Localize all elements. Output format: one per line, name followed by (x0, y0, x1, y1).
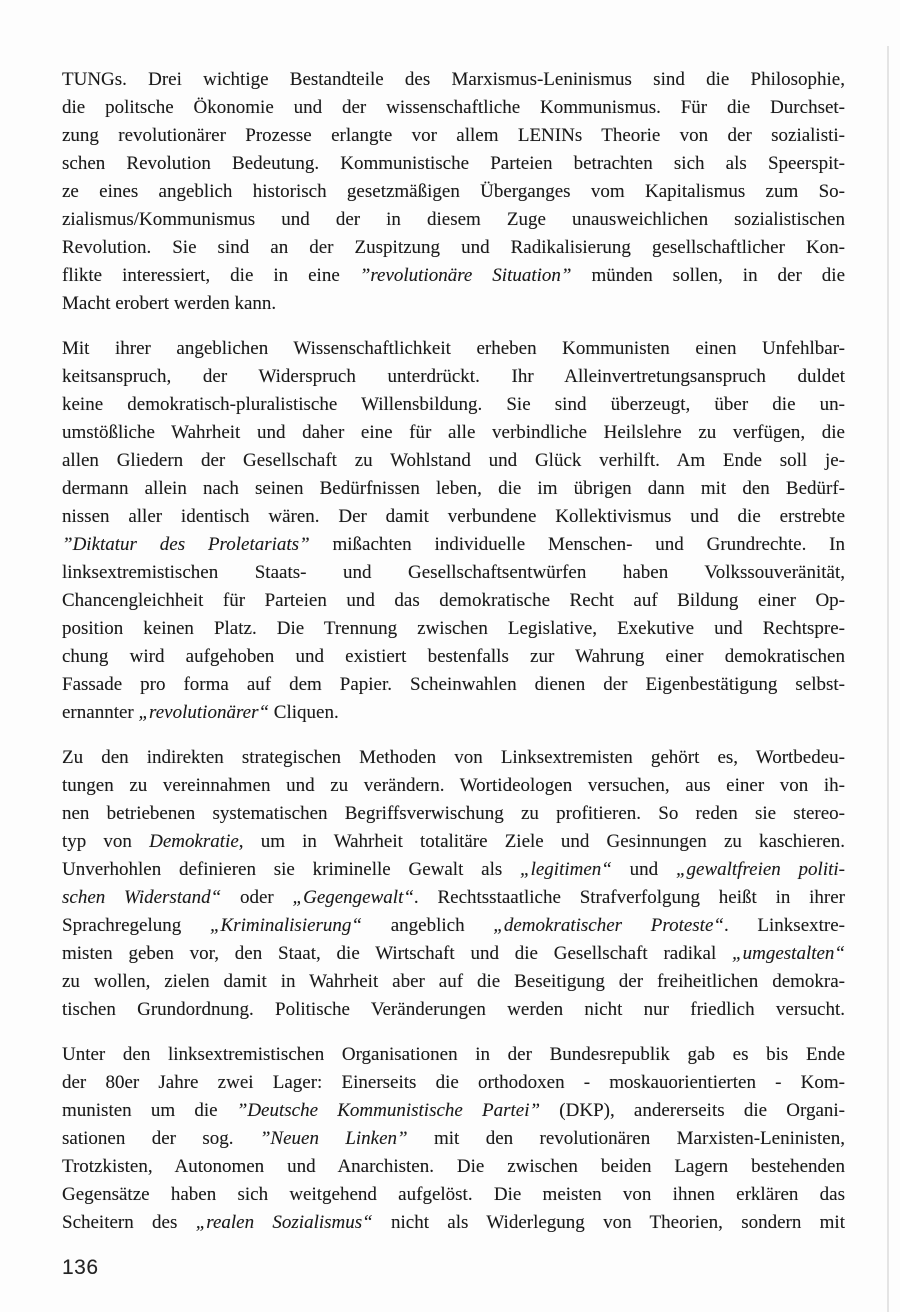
text-line: zialismus/Kommunismus und der in diesem Zuge unausweichlichen sozialistischen (62, 209, 845, 230)
text-line: der 80er Jahre zwei Lager: Einerseits die orthodoxen - moskauorientierten - Kom- (62, 1072, 845, 1093)
text-line: ernannter „revolutionärer“ Cliquen. (62, 702, 339, 723)
text-line: tischen Grundordnung. Politische Veränderungen werden nicht nur friedlich versucht. (62, 999, 845, 1020)
text-line: schen Revolution Bedeutung. Kommunistische Parteien betrachten sich als Speerspit- (62, 153, 845, 174)
text-line: sationen der sog. ”Neuen Linken” mit den revolutionären Marxisten-Leninisten, (62, 1128, 845, 1149)
text-line: nen betriebenen systematischen Begriffsverwischung zu profitieren. So reden sie stereo- (62, 803, 845, 824)
text-line: flikte interessiert, die in eine ”revolutionäre Situation” münden sollen, in der die (62, 265, 845, 286)
text-line: keitsanspruch, der Widerspruch unterdrückt. Ihr Alleinvertretungsanspruch duldet (62, 366, 845, 387)
text-line: Unter den linksextremistischen Organisationen in der Bundesrepublik gab es bis Ende (62, 1044, 845, 1065)
text-line: Mit ihrer angeblichen Wissenschaftlichkeit erheben Kommunisten einen Unfehlbar- (62, 338, 845, 359)
text-line: umstößliche Wahrheit und daher eine für alle verbindliche Heilslehre zu verfügen, die (62, 422, 845, 443)
text-line: tungen zu vereinnahmen und zu verändern. Wortideologen versuchen, aus einer von ih- (62, 775, 845, 796)
text-line: linksextremistischen Staats- und Gesellschaftsentwürfen haben Volkssouveränität, (62, 562, 845, 583)
text-line: position keinen Platz. Die Trennung zwischen Legislative, Exekutive und Rechtspre- (62, 618, 845, 639)
text-line: Sprachregelung „Kriminalisierung“ angeblich „demokratischer Proteste“. Linksextre- (62, 915, 845, 936)
text-line: Scheitern des „realen Sozialismus“ nicht als Widerlegung von Theorien, sondern mit (62, 1212, 845, 1233)
paragraph (62, 1041, 845, 1237)
text-line: dermann allein nach seinen Bedürfnissen leben, die im übrigen dann mit den Bedürf- (62, 478, 845, 499)
page-number: 136 (62, 1256, 99, 1279)
text-line: typ von Demokratie, um in Wahrheit totalitäre Ziele und Gesinnungen zu kaschieren. (62, 831, 846, 852)
text-line: zu wollen, zielen damit in Wahrheit aber auf die Beseitigung der freiheitlichen demokra- (62, 971, 845, 992)
text-line: munisten um die ”Deutsche Kommunistische Partei” (DKP), andererseits die Organi- (62, 1100, 845, 1121)
text-line: schen Widerstand“ oder „Gegengewalt“. Rechtsstaatliche Strafverfolgung heißt in ihrer (62, 887, 846, 908)
text-line: Chancengleichheit für Parteien und das demokratische Recht auf Bildung einer Op- (62, 590, 845, 611)
text-line: Zu den indirekten strategischen Methoden von Linksextremisten gehört es, Wortbedeu- (62, 747, 845, 768)
text-line: ze eines angeblich historisch gesetzmäßigen Überganges vom Kapitalismus zum So- (62, 181, 845, 202)
page-edge-scan-line (887, 46, 889, 1312)
text-line: allen Gliedern der Gesellschaft zu Wohlstand und Glück verhilft. Am Ende soll je- (62, 450, 845, 471)
text-line: Trotzkisten, Autonomen und Anarchisten. Die zwischen beiden Lagern bestehenden (62, 1156, 845, 1177)
text-line: Revolution. Sie sind an der Zuspitzung und Radikalisierung gesellschaftlicher Kon- (62, 237, 845, 258)
text-line: ”Diktatur des Proletariats” mißachten individuelle Menschen- und Grundrechte. In (62, 534, 846, 555)
text-line: chung wird aufgehoben und existiert bestenfalls zur Wahrung einer demokratischen (62, 646, 845, 667)
text-line: nissen aller identisch wären. Der damit verbundene Kollektivismus und die erstrebte (62, 506, 845, 527)
text-line: Macht erobert werden kann. (62, 293, 277, 314)
text-line: TUNGs. Drei wichtige Bestandteile des Marxismus-Leninismus sind die Philosophie, (62, 69, 845, 90)
paragraphs-container (62, 66, 845, 1237)
text-line: zung revolutionärer Prozesse erlangte vor allem LENINs Theorie von der sozialisti- (62, 125, 845, 146)
text-line: keine demokratisch-pluralistische Willensbildung. Sie sind überzeugt, über die un- (62, 394, 845, 415)
paragraph (62, 335, 845, 727)
text-line: die politsche Ökonomie und der wissenschaftliche Kommunismus. Für die Durchset- (62, 97, 845, 118)
text-line: Fassade pro forma auf dem Papier. Scheinwahlen dienen der Eigenbestätigung selbst- (62, 674, 845, 695)
paragraph (62, 744, 845, 1024)
body-text (62, 66, 845, 1282)
text-line: misten geben vor, den Staat, die Wirtschaft und die Gesellschaft radikal „umgestalten“ (62, 943, 845, 964)
paragraph (62, 66, 845, 318)
text-line: Gegensätze haben sich weitgehend aufgelöst. Die meisten von ihnen erklären das (62, 1184, 845, 1205)
text-line: Unverhohlen definieren sie kriminelle Gewalt als „legitimen“ und „gewaltfreien politi- (62, 859, 845, 880)
